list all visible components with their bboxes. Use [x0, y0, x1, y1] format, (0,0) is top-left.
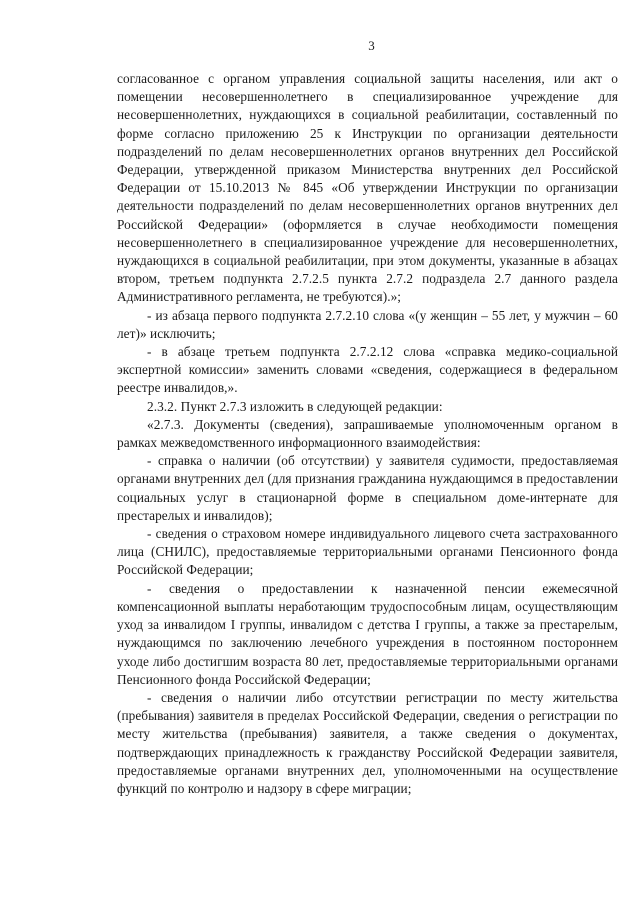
paragraph-clause-2-7-3: «2.7.3. Документы (сведения), запрашиваемые уполномоченным органом в рамках межведомственного информационного взаимодействия: — [117, 416, 618, 451]
page-number: 3 — [368, 38, 375, 53]
paragraph-continuation: согласованное с органом управления социальной защиты населения, или акт о помещении несовершеннолетнего в специализированное учреждение для несовершеннолетних, нуждающихся в социальной реабилитации, составленный по форме согласно приложению 25 к Инструкции по организации деятельности подразделений по делам несовершеннолетних органов внутренних дел Российской Федерации, утвержденной приказом Министерства внутренних дел Российской Федерации от 15.10.2013 № 845 «Об утверждении Инструкции по организации деятельности подразделений по делам несовершеннолетних органов внутренних дел Российской Федерации» (оформляется в случае необходимости помещения несовершеннолетнего в специализированное учреждение для несовершеннолетних, нуждающихся в социальной реабилитации, при этом документы, указанные в абзацах втором, третьем подпункта 2.7.2.5 пункта 2.7.2 подраздела 2.7 данного раздела Административного регламента, не требуются).»; — [117, 71, 618, 305]
paragraph-item-2-7-2-10: - из абзаца первого подпункта 2.7.2.10 слова «(у женщин – 55 лет, у мужчин – 60 лет)» исключить; — [117, 307, 618, 341]
paragraph-item-2-7-2-12: - в абзаце третьем подпункта 2.7.2.12 слова «справка медико-социальной экспертной комиссии» заменить словами «сведения, содержащиеся в федеральном реестре инвалидов,». — [117, 344, 618, 396]
paragraph-compensation-payment: - сведения о предоставлении к назначенной пенсии ежемесячной компенсационной выплаты неработающим трудоспособным лицам, осуществляющим уход за инвалидом I группы, инвалидом с детства I группы, а также за престарелым, нуждающимся по заключению лечебного учреждения в постоянном постороннем уходе либо достигшим возраста 80 лет, предоставляемые территориальными органами Пенсионного фонда Российской Федерации; — [117, 580, 618, 687]
paragraph-snils: - сведения о страховом номере индивидуального лицевого счета застрахованного лица (СНИЛС), предоставляемые территориальными органами Пенсионного фонда Российской Федерации; — [117, 526, 618, 578]
paragraph-clause-2-3-2: 2.3.2. Пункт 2.7.3 изложить в следующей редакции: — [147, 398, 443, 414]
paragraph-registration: - сведения о наличии либо отсутствии регистрации по месту жительства (пребывания) заявителя в пределах Российской Федерации, сведения о регистрации по месту жительства (пребывания) заявителя, а также сведения о документах, подтверждающих принадлежность к гражданству Российской Федерации заявителя, предоставляемые органами внутренних дел, уполномоченными на осуществление функций по контролю и надзору в сфере миграции; — [117, 689, 618, 796]
paragraph-criminal-record: - справка о наличии (об отсутствии) у заявителя судимости, предоставляемая органами внутренних дел (для признания гражданина нуждающимся в предоставлении социальных услуг в стационарной форме в специальном доме-интернате для престарелых и инвалидов); — [117, 453, 618, 523]
